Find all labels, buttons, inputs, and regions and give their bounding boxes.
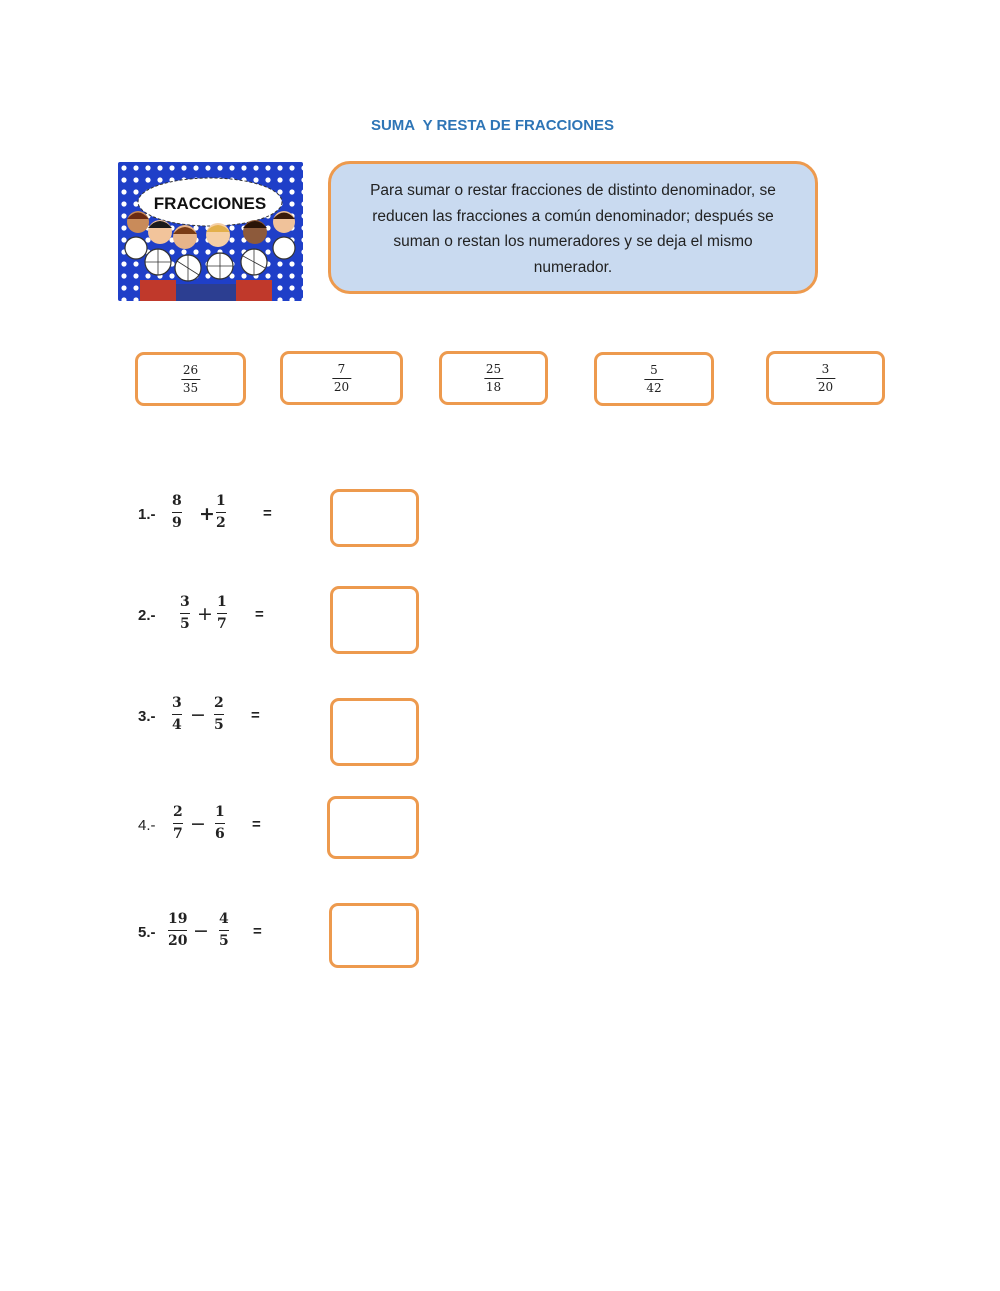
fraction-b: 2 5 — [214, 695, 224, 734]
operator: − — [190, 813, 206, 835]
fraction-b: 1 7 — [217, 594, 227, 633]
option-box[interactable] — [135, 352, 246, 406]
option-box[interactable] — [766, 351, 885, 405]
option-box[interactable] — [439, 351, 548, 405]
answer-box-2[interactable] — [330, 586, 419, 654]
equals-sign: = — [251, 707, 260, 724]
answer-box-4[interactable] — [327, 796, 419, 859]
fraction-a: 8 9 — [172, 493, 182, 532]
exercise-label: 5.- — [138, 924, 156, 941]
exercise-label: 4.- — [138, 817, 156, 834]
option-fraction: 5 42 — [646, 363, 662, 395]
option-fraction: 25 18 — [485, 362, 502, 394]
answer-box-1[interactable] — [330, 489, 419, 547]
answer-box-5[interactable] — [329, 903, 419, 968]
operator: − — [193, 920, 209, 942]
equals-sign: = — [263, 505, 272, 522]
operator: + — [199, 503, 215, 525]
fraction-a: 19 20 — [168, 911, 188, 950]
operator: + — [197, 603, 213, 625]
option-fraction: 3 20 — [817, 362, 834, 394]
fraction-a: 3 4 — [172, 695, 182, 734]
fraction-b: 4 5 — [219, 911, 229, 950]
equals-sign: = — [255, 606, 264, 623]
fracciones-illustration — [118, 162, 303, 301]
fraction-a: 3 5 — [180, 594, 190, 633]
option-box[interactable] — [594, 352, 714, 406]
page-title: SUMA Y RESTA DE FRACCIONES — [370, 117, 615, 134]
illustration-label: FRACCIONES — [153, 194, 267, 213]
option-fraction: 26 35 — [182, 363, 199, 395]
operator: − — [190, 704, 206, 726]
exercise-label: 1.- — [138, 506, 156, 523]
fraction-a: 2 7 — [173, 804, 183, 843]
option-box[interactable] — [280, 351, 403, 405]
info-box: Para sumar o restar fracciones de distinto denominador, se reducen las fracciones a común denominador; después se suman o restan los numeradores y se deja el mismo numerador. — [328, 161, 818, 294]
exercise-label: 2.- — [138, 607, 156, 624]
exercise-label: 3.- — [138, 708, 156, 725]
fraction-b: 1 2 — [216, 493, 226, 532]
fraction-b: 1 6 — [215, 804, 225, 843]
equals-sign: = — [253, 923, 262, 940]
option-fraction: 7 20 — [333, 362, 350, 394]
equals-sign: = — [252, 816, 261, 833]
answer-box-3[interactable] — [330, 698, 419, 766]
